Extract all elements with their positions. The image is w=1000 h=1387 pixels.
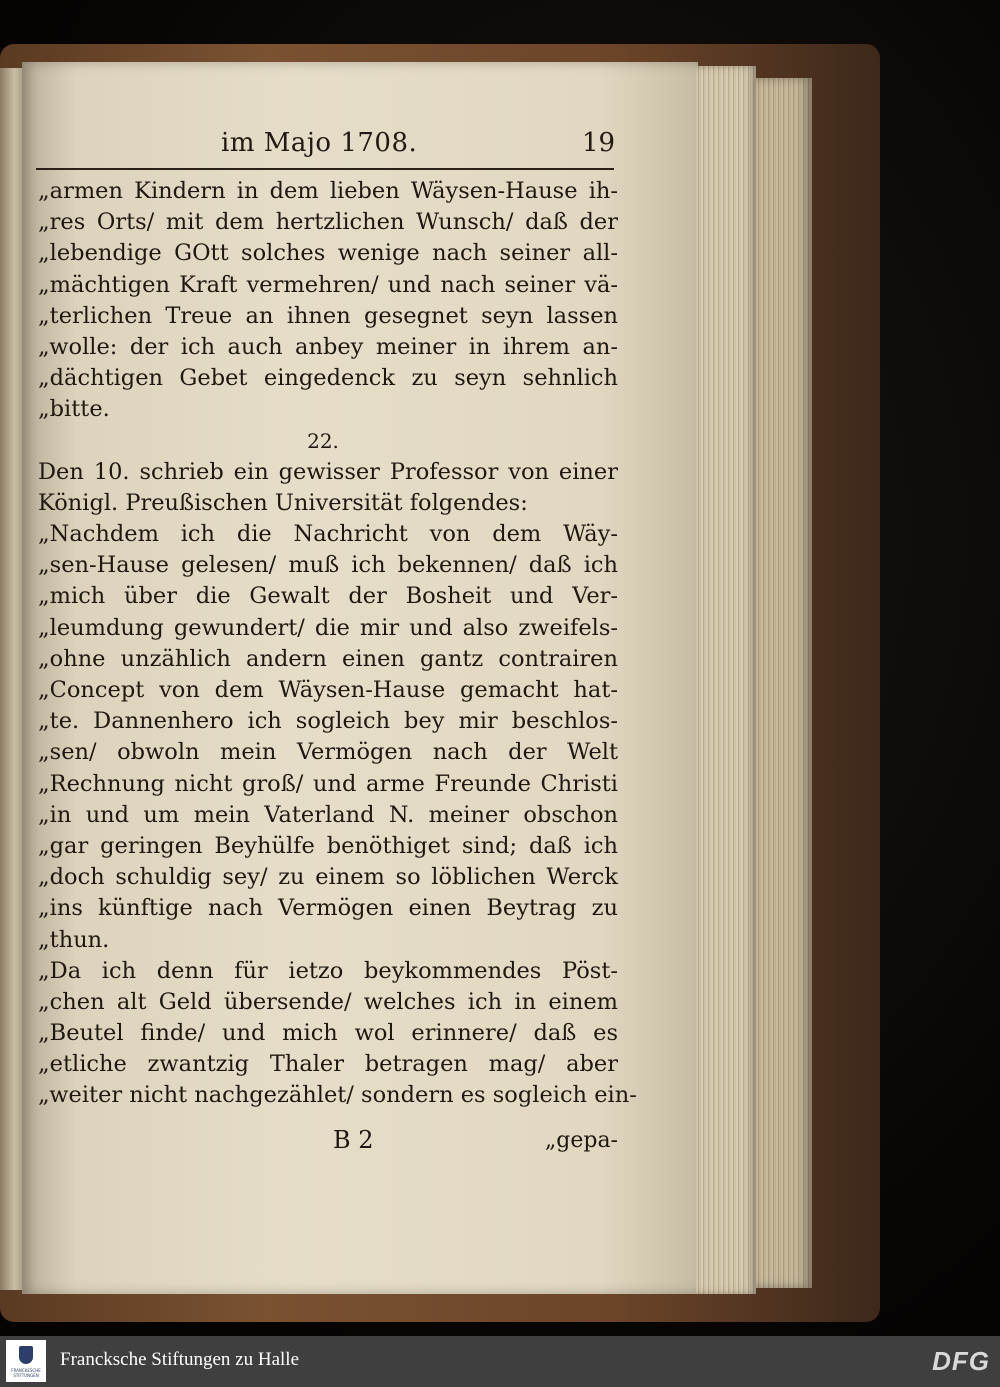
text-line: „Rechnung nicht groß/ und arme Freunde Christi (38, 770, 618, 797)
institution-name[interactable]: Francksche Stiftungen zu Halle (60, 1349, 300, 1370)
text-line: „Concept von dem Wäysen-Hause gemacht hat- (38, 677, 618, 703)
logo-text: FRANCKESCHE STIFTUNGEN (11, 1368, 41, 1378)
header-rule (36, 168, 614, 170)
facing-page-edge (0, 68, 24, 1290)
page-edges (696, 66, 756, 1294)
text-line: „Beutel finde/ und mich wol erinnere/ daß es (38, 1020, 618, 1047)
institution-logo[interactable] (6, 1340, 46, 1382)
text-line: „weiter nicht nachgezählet/ sondern es sogleich ein- (38, 1082, 637, 1109)
text-line: „thun. (38, 926, 110, 953)
text-line: „mächtigen Kraft vermehren/ und nach seiner vä- (38, 271, 618, 298)
text-line: „doch schuldig sey/ zu einem so löblichen Werck (38, 864, 618, 891)
text-line: „etliche zwantzig Thaler betragen mag/ aber (38, 1051, 618, 1078)
text-line: „armen Kindern in dem lieben Wäysen-Hause ih- (38, 178, 618, 204)
text-line: „Nachdem ich die Nachricht von dem Wäy- (38, 521, 618, 548)
text-line: „wolle: der ich auch anbey meiner in ihrem an- (38, 333, 618, 360)
page-body (38, 176, 637, 1112)
dfg-logo[interactable]: DFG (932, 1346, 990, 1376)
text-line: „Da ich denn für ietzo beykommendes Pöst- (38, 957, 618, 984)
text-line: „mich über die Gewalt der Bosheit und Ver- (38, 583, 618, 610)
crest-icon (19, 1346, 33, 1364)
text-line: „lebendige GOtt solches wenige nach seiner all- (38, 240, 618, 267)
text-line: Königl. Preußischen Universität folgendes: (38, 489, 528, 516)
page-edges-back (756, 78, 812, 1288)
page-footer-line (38, 1126, 618, 1158)
section-number: 22. (307, 428, 339, 453)
text-line: „sen/ obwoln mein Vermögen nach der Welt (38, 739, 618, 766)
signature-mark: B 2 (333, 1126, 374, 1154)
page-number: 19 (582, 128, 616, 158)
text-line: „leumdung gewundert/ die mir und also zweifels- (38, 614, 618, 641)
running-head: im Majo 1708. (221, 128, 418, 158)
text-line: „chen alt Geld übersende/ welches ich in einem (38, 988, 618, 1015)
text-line: „res Orts/ mit dem hertzlichen Wunsch/ daß der (38, 209, 618, 236)
text-line: Den 10. schrieb ein gewisser Professor von einer (38, 458, 618, 485)
page-header (36, 128, 620, 162)
catchword: „gepa- (544, 1128, 618, 1153)
text-line: „bitte. (38, 396, 110, 423)
viewer-footer (0, 1336, 1000, 1387)
text-line: „sen-Hause gelesen/ muß ich bekennen/ daß ich (38, 552, 618, 579)
text-line: „te. Dannenhero ich sogleich bey mir beschlos- (38, 708, 618, 735)
text-line: „ohne unzählich andern einen gantz contrairen (38, 645, 618, 672)
text-line: „gar geringen Beyhülfe benöthiget sind; daß ich (38, 832, 618, 859)
text-line: „dächtigen Gebet eingedenck zu seyn sehnlich (38, 365, 618, 392)
text-line: „in und um mein Vaterland N. meiner obschon (38, 801, 618, 828)
text-line: „ins künftige nach Vermögen einen Beytrag zu (38, 895, 618, 922)
text-line: „terlichen Treue an ihnen gesegnet seyn lassen (38, 302, 618, 329)
